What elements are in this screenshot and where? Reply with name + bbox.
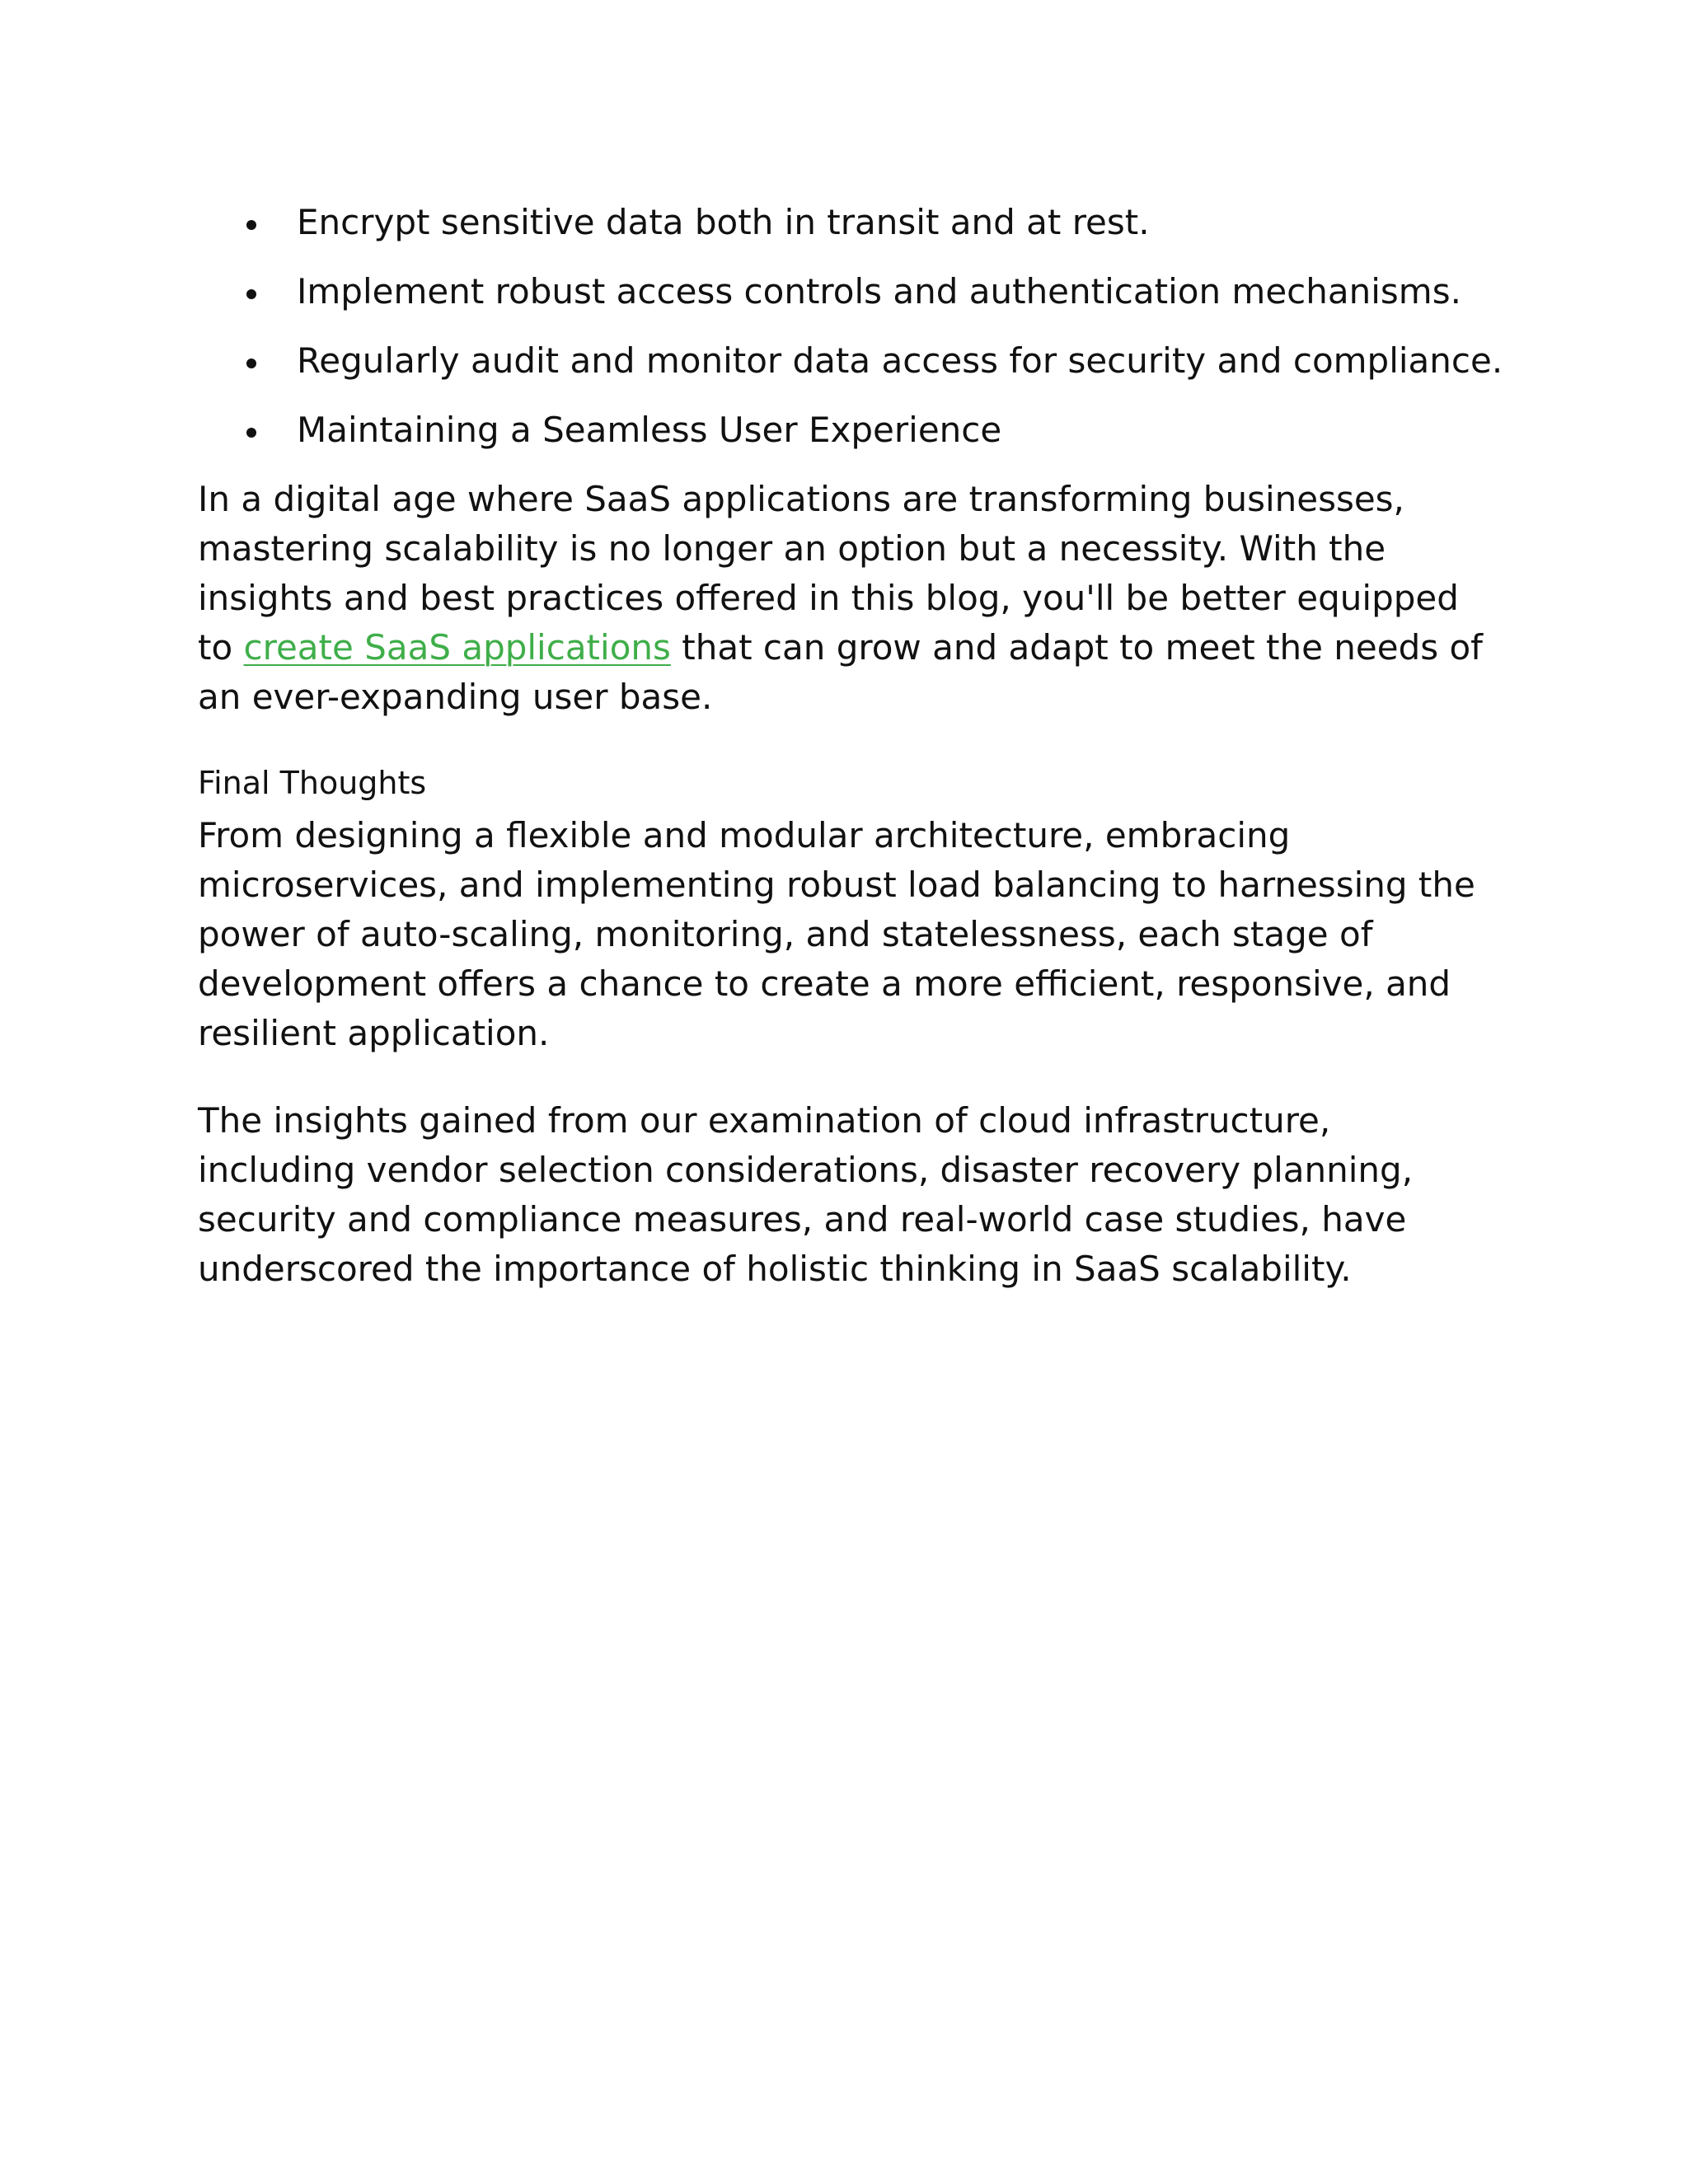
intro-text-before-link: In a digital age where SaaS applications are transforming businesses, mastering scalability is no longer an option but a necessity. With the insights and best practices offered in this blog, you'll be better equipped to — [198, 479, 1459, 668]
list-item-text: Regularly audit and monitor data access for security and compliance. — [297, 340, 1503, 381]
intro-text-after-link: that can grow and adapt to meet the needs of an ever-expanding user base. — [198, 627, 1483, 717]
intro-paragraph — [198, 475, 1484, 722]
list-item-text: Implement robust access controls and authentication mechanisms. — [297, 271, 1461, 312]
final-paragraph-architecture: From designing a flexible and modular architecture, embracing microservices, and implementing robust load balancing to harnessing the power of auto-scaling, monitoring, and statelessness, each stage of development offers a chance to create a more efficient, responsive, and resilient application. — [198, 815, 1475, 1053]
bullet-icon — [246, 289, 256, 299]
bullet-icon — [246, 428, 256, 438]
list-item — [198, 405, 1484, 455]
create-saas-applications-link[interactable]: create SaaS applications — [243, 627, 671, 668]
bullet-icon — [246, 220, 256, 230]
list-item — [198, 267, 1484, 316]
security-bullet-list — [198, 198, 1503, 455]
list-item-text: Maintaining a Seamless User Experience — [297, 410, 1002, 450]
list-item — [198, 198, 1484, 247]
document-page — [198, 198, 1503, 1332]
bullet-icon — [246, 359, 256, 368]
list-item-text: Encrypt sensitive data both in transit and at rest. — [297, 202, 1150, 242]
final-thoughts-heading: Final Thoughts — [198, 765, 427, 801]
final-paragraph-infrastructure: The insights gained from our examination of cloud infrastructure, including vendor selection considerations, disaster recovery planning, security and compliance measures, and real-world case studies, have underscored the importance of holistic thinking in SaaS scalability. — [198, 1100, 1414, 1289]
list-item — [198, 336, 1503, 386]
